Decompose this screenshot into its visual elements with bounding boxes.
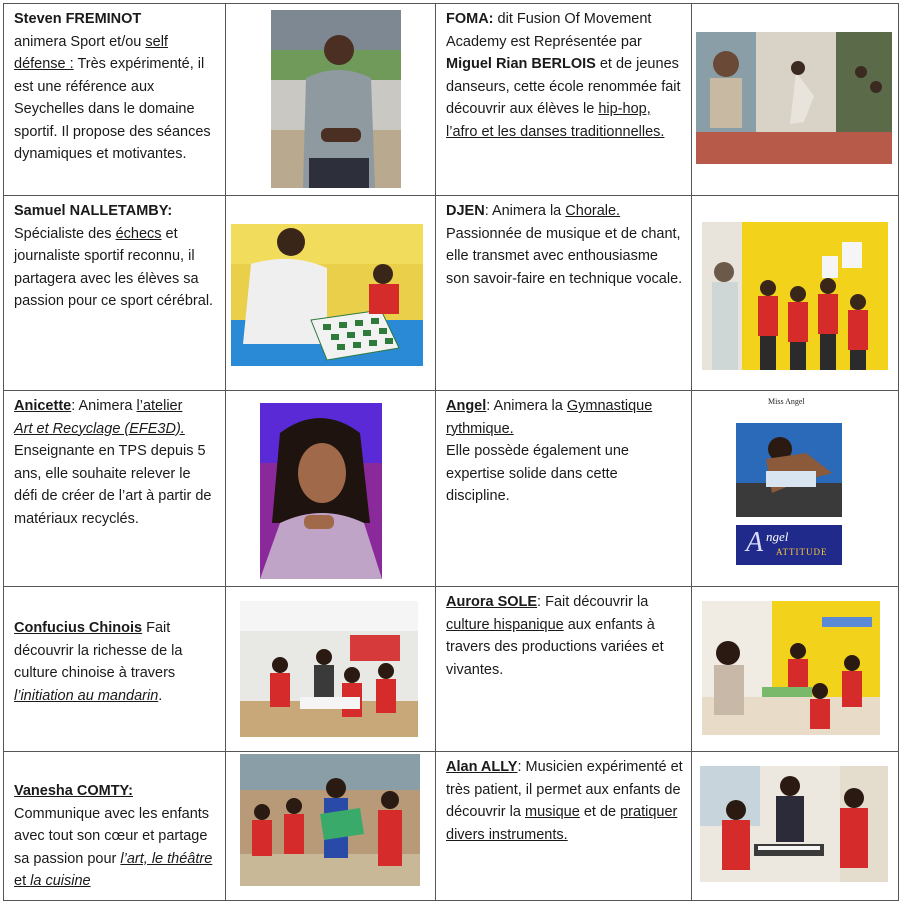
text-cell-vanesha: [4, 752, 226, 900]
description-text: et: [14, 873, 31, 889]
photo-cell: [692, 4, 898, 195]
description-text: aux enfants à travers des productions variées et vivantes.: [446, 616, 664, 678]
text-cell-foma: [436, 4, 692, 195]
activity-name: pratiquer divers instruments.: [446, 804, 678, 843]
text-cell-djen: [436, 196, 692, 390]
person-name: DJEN: [446, 203, 485, 219]
description-text: : Musicien expérimenté et très patient, il permet aux enfants de découvrir la: [446, 759, 683, 820]
activity-name: self défense :: [14, 33, 168, 72]
activities-table: [3, 3, 899, 901]
description-text: et de: [579, 804, 621, 820]
activity-name: Chorale.: [565, 203, 621, 219]
photo-confucius: [240, 601, 418, 737]
text-cell-anicette: [4, 391, 226, 586]
photo-choir: [702, 222, 888, 370]
photo-angel: [736, 423, 842, 517]
description-text: et de jeunes danseurs, cette école renommée fait découvrir aux élèves le: [446, 56, 681, 117]
description-text: Fait découvrir la richesse de la culture chinoise à travers: [14, 620, 183, 681]
description-text: : Animera la: [486, 398, 567, 414]
photo-cell: [226, 4, 436, 195]
activity-name: l’art, le théâtre: [120, 850, 213, 867]
description-text: Très expérimenté, il est une référence aux Seychelles dans le domaine sportif. Il propose des séances dynamiques et motivantes.: [14, 56, 211, 162]
text-cell-alan: [436, 752, 692, 900]
activity-name: Gymnastique rythmique.: [446, 398, 653, 437]
activity-name: la cuisine: [30, 873, 91, 889]
table-row: [4, 196, 898, 391]
description-text: Spécialiste des: [14, 225, 116, 242]
person-name: Miguel Rian BERLOIS: [446, 56, 596, 72]
description-text: .: [158, 687, 163, 704]
description-text: : Animera la: [484, 203, 566, 219]
description-text: : Animera: [71, 398, 137, 414]
description-text: Passionnée de musique et de chant, elle transmet avec enthousiasme son savoir-faire en technique vocale.: [446, 225, 683, 287]
photo-cell: [226, 587, 436, 751]
group-name: Confucius Chinois: [14, 620, 143, 636]
photo-cell: [692, 587, 898, 751]
photo-cell: [226, 196, 436, 390]
table-row: [4, 391, 898, 587]
text-cell-aurora: [436, 587, 692, 751]
activity-name: culture hispanique: [446, 616, 564, 633]
activity-name: Art et Recyclage (EFE3D).: [14, 420, 185, 437]
photo-vanesha: [240, 754, 420, 886]
description-text: animera Sport et/ou: [14, 33, 146, 50]
activity-name: hip-hop, l’afro et les danses traditionnelles.: [446, 101, 665, 140]
description-text: Enseignante en TPS depuis 5 ans, elle souhaite relever le défi de créer de l’art à partir de matériaux recyclés.: [14, 443, 212, 527]
person-name: Angel: [446, 398, 487, 414]
table-row: [4, 587, 898, 752]
person-name: Samuel NALLETAMBY:: [14, 203, 173, 219]
group-name: FOMA:: [446, 11, 494, 27]
description-text: dit Fusion Of Movement Academy est Représentée par: [446, 11, 652, 50]
text-cell-angel: [436, 391, 692, 586]
person-name: Alan ALLY: [446, 759, 518, 775]
activity-name: l’atelier: [136, 398, 183, 414]
activity-name: échecs: [115, 225, 162, 242]
angel-attitude-logo: [736, 525, 842, 565]
photo-cell: [692, 196, 898, 390]
table-row: [4, 4, 898, 196]
photo-steven: [271, 10, 401, 188]
photo-anicette: [260, 403, 382, 579]
photo-cell: [692, 391, 898, 586]
photo-cell: [226, 391, 436, 586]
text-cell-samuel: [4, 196, 226, 390]
photo-chess: [231, 224, 423, 366]
description-text: et journaliste sportif reconnu, il partagera avec les élèves sa passion pour ce sport cérébral.: [14, 225, 214, 309]
text-cell-steven: [4, 4, 226, 195]
person-name: Vanesha COMTY:: [14, 783, 133, 799]
photo-caption: Miss Angel: [768, 397, 805, 406]
photo-foma: [696, 32, 892, 164]
text-cell-confucius: [4, 587, 226, 751]
table-row: [4, 752, 898, 900]
activity-name: musique: [524, 804, 580, 820]
person-name: Aurora SOLE: [446, 594, 538, 610]
photo-aurora: [702, 601, 880, 735]
person-name: Anicette: [14, 398, 72, 414]
person-name: Steven FREMINOT: [14, 11, 142, 27]
photo-cell: [226, 752, 436, 900]
logo-word: ngel: [766, 529, 789, 544]
photo-alan: [700, 766, 888, 882]
logo-letter: A: [746, 527, 764, 558]
description-text: Communique avec les enfants avec tout son cœur et partage sa passion pour: [14, 805, 210, 867]
description-text: Elle possède également une expertise solide dans cette discipline.: [446, 443, 629, 504]
activity-name: l’initiation au mandarin: [14, 687, 159, 704]
photo-cell: [692, 752, 898, 900]
description-text: : Fait découvrir la: [537, 594, 649, 610]
logo-subtitle: ATTITUDE: [776, 547, 828, 557]
